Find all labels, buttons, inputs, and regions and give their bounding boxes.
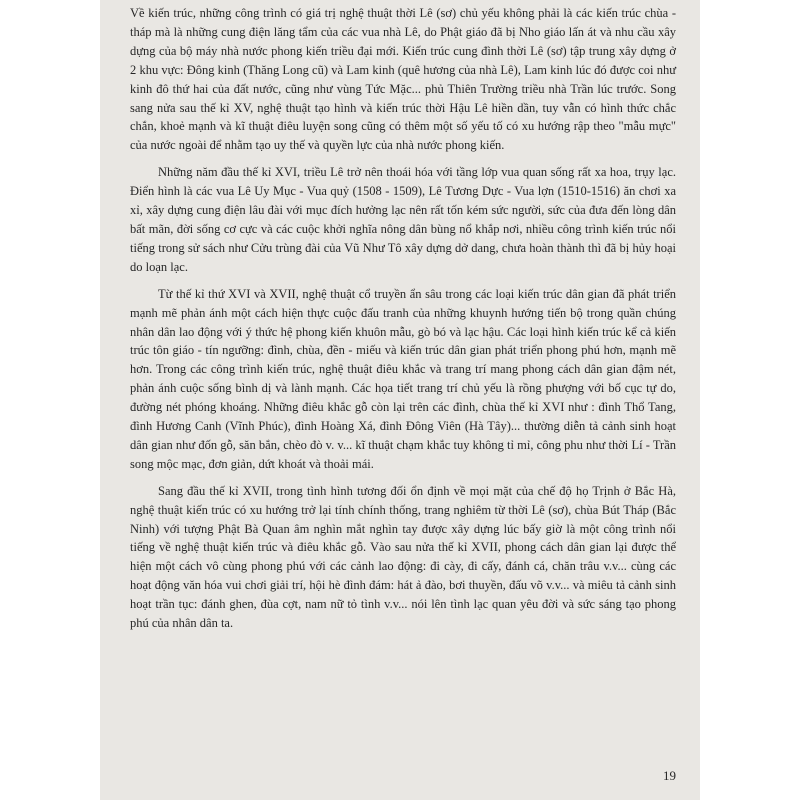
paragraph-architecture-le-so: Về kiến trúc, những công trình có giá trị nghệ thuật thời Lê (sơ) chủ yếu không phải là các kiến trúc chùa - tháp mà là những cung điện lăng tẩm của các vua nhà Lê, do Phật giáo đã bị Nho giáo lấn át và nhu cầu xây dựng của bộ máy nhà nước phong kiến triều đại mới. Kiến trúc cung đình thời Lê (sơ) tập trung xây dựng ở 2 khu vực: Đông kinh (Thăng Long cũ) và Lam kinh (quê hương của nhà Lê), Lam kinh lúc đó được coi như kinh đô thứ hai của đất nước, cũng như vùng Tức Mặc... phủ Thiên Trường triều nhà Trần lúc trước. Song sang nửa sau thế kỉ XV, nghệ thuật tạo hình và kiến trúc thời Hậu Lê hiền dần, tuy vẫn có hình thức chắc chắn, khoẻ mạnh và kĩ thuật điêu luyện song cũng có thêm một số yếu tố có xu hướng rập theo "mẫu mực" của nước ngoài để nhằm tạo uy thế và quyền lực của nhà nước phong kiến. (130, 6, 676, 153)
paragraph-folk-architecture: Từ thế kỉ thứ XVI và XVII, nghệ thuật cổ truyền ẩn sâu trong các loại kiến trúc dân gian đã phát triển mạnh mẽ phản ánh một cách hiện thực cuộc đấu tranh của những khuynh hướng tiến bộ trong quần chúng nhân dân lao động với ý thức hệ phong kiến khuôn mẫu, gò bó và lạc hậu. Các loại hình kiến trúc kể cả kiến trúc tôn giáo - tín ngưỡng: đình, chùa, đền - miếu và kiến trúc dân gian phát triển phong phú hơn, mạnh mẽ hơn. Trong các công trình kiến trúc, nghệ thuật điêu khắc và trang trí mang phong cách dân gian đậm nét, phản ánh cuộc sống bình dị và lành mạnh. Các họa tiết trang trí chủ yếu là rồng phượng với bố cục tự do, đường nét phóng khoáng. Những điêu khắc gỗ còn lại trên các đình, chùa thế kỉ XVI như : đình Thổ Tang, đình Hương Canh (Vĩnh Phúc), đình Hoàng Xá, đình Đông Viên (Hà Tây)... thường diễn tả cảnh sinh hoạt dân gian như đốn gỗ, săn bắn, chèo đò v. v... kĩ thuật chạm khắc tuy không tỉ mỉ, công phu như thời Lí - Trần song mộc mạc, đơn giản, dứt khoát và thoải mái. (130, 286, 676, 471)
book-page (100, 0, 700, 800)
page-text-block (120, 0, 680, 800)
paragraph-17th-century: Sang đầu thế kỉ XVII, trong tình hình tương đối ổn định về mọi mặt của chế độ họ Trịnh ở Bắc Hà, nghệ thuật kiến trúc có xu hướng trở lại tính chính thống, trang nghiêm từ thời Lê (sơ), chùa Bút Tháp (Bắc Ninh) với tượng Phật Bà Quan âm nghìn mắt nghìn tay được xây dựng lúc bấy giờ là một công trình nổi tiếng về nghệ thuật kiến trúc và điêu khắc gỗ. Vào sau nửa thế kỉ XVII, phong cách dân gian lại được thể hiện một cách vô cùng phong phú với các cảnh lao động: đi cày, đi cấy, đánh cá, chăn trâu v.v... cùng các hoạt động văn hóa vui chơi giải trí, hội hè đình đám: hát ả đào, bơi thuyền, đấu võ v.v... và miêu tả cảnh sinh hoạt trần tục: đánh ghen, đùa cợt, nam nữ tỏ tình v.v... nói lên tình lạc quan yêu đời và sức sáng tạo phong phú của nhân dân ta. (130, 483, 676, 631)
page-number: 19 (663, 768, 676, 783)
paragraph-16th-century-decline: Những năm đầu thế kỉ XVI, triều Lê trở nên thoái hóa với tầng lớp vua quan sống rất xa hoa, trụy lạc. Điển hình là các vua Lê Uy Mục - Vua quỷ (1508 - 1509), Lê Tương Dực - Vua lợn (1510-1516) ăn chơi xa xỉ, xây dựng cung điện lâu đài với mục đích hưởng lạc nên rất tốn kém sức người, sức của đưa đến lòng dân bất mãn, đời sống cơ cực và các cuộc khởi nghĩa nông dân bùng nổ khắp nơi, nhiều công trình kiến trúc nổi tiếng trong sử sách như Cửu trùng đài của Vũ Như Tô xây dựng dở dang, chưa hoàn thành thì đã bị hủy hoại do loạn lạc. (130, 165, 676, 274)
